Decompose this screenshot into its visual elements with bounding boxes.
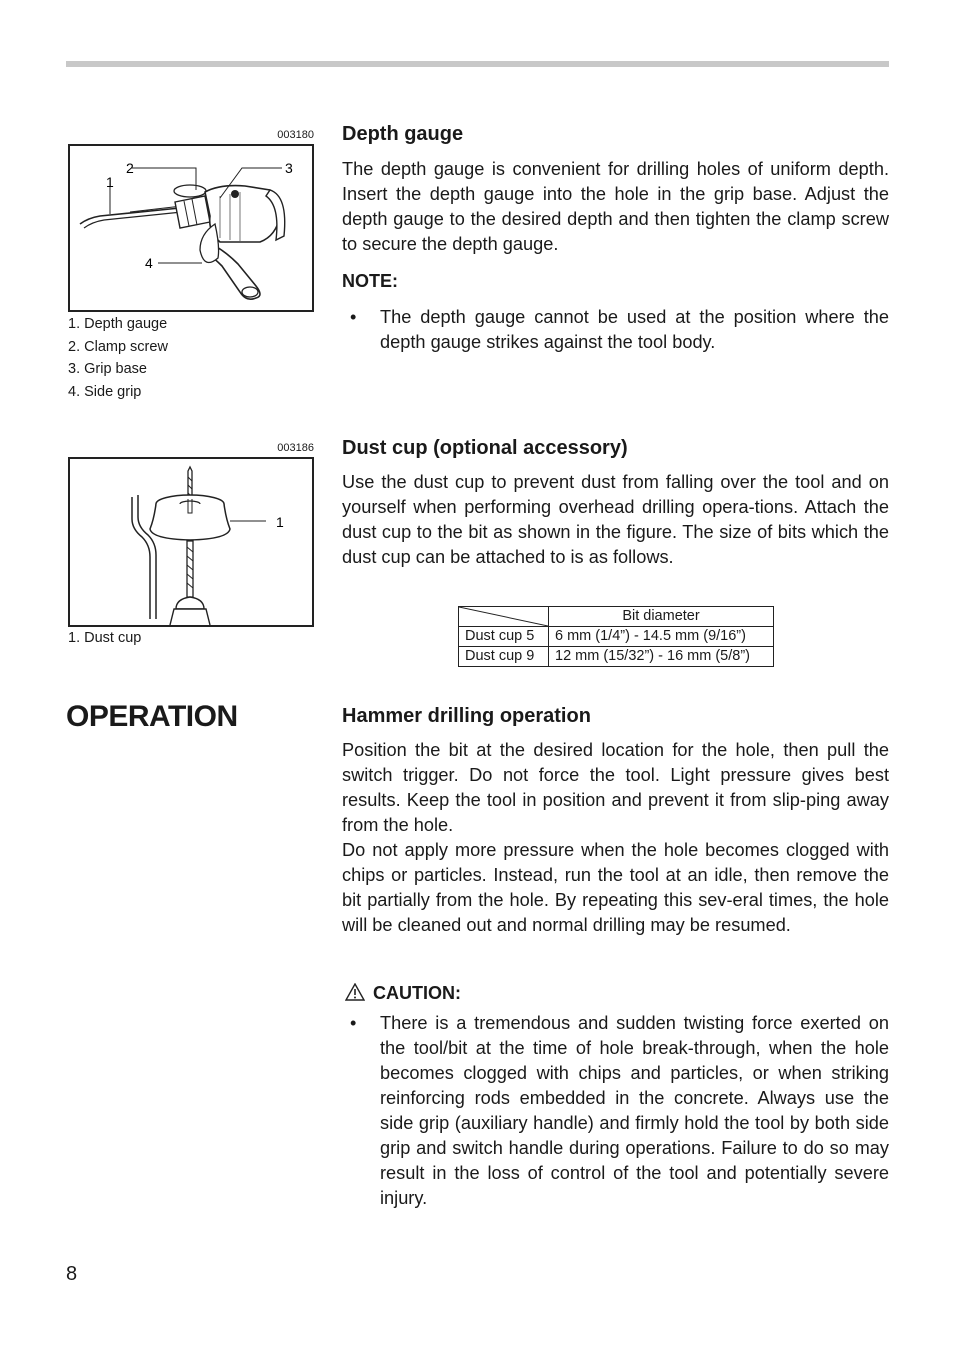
warning-triangle-icon (345, 983, 365, 1001)
callout-1: 1 (276, 514, 284, 530)
table-corner-cell (459, 607, 549, 627)
grip-base-ring (174, 185, 206, 197)
chapter-title: OPERATION (66, 700, 238, 733)
dust-cup-illustration (70, 459, 312, 625)
note-bullet (350, 305, 889, 355)
table-cell: 6 mm (1/4”) - 14.5 mm (9/16”) (549, 627, 774, 647)
section-body: Do not apply more pressure when the hole becomes clogged with chips or particles. Instead, run the tool at an idle, then remove the bit partially from the hole. By repeating this sev-eral times, the hole will be cleaned out and normal drilling may be resumed. (342, 840, 889, 935)
header-rule (66, 61, 889, 67)
section-heading: Hammer drilling operation (342, 705, 591, 727)
section-heading: Depth gauge (342, 123, 464, 145)
figure-legend (68, 313, 168, 403)
callout-4: 4 (145, 255, 153, 271)
figure-code: 003186 (277, 442, 314, 454)
table-row (459, 647, 774, 667)
callout-3: 3 (285, 160, 293, 176)
caution-heading (345, 983, 461, 1004)
legend-item: 1. Depth gauge (68, 316, 168, 332)
depth-gauge-illustration (70, 146, 312, 310)
figure-code: 003180 (277, 129, 314, 141)
depth-gauge-rod (80, 208, 180, 224)
bit-diameter-table (458, 606, 774, 667)
legend-item: 2. Clamp screw (68, 338, 168, 355)
caution-bullet (350, 1011, 889, 1211)
note-text: The depth gauge cannot be used at the position where the depth gauge strikes against the tool body. (380, 307, 889, 352)
figure-legend (68, 627, 141, 650)
section-body: Position the bit at the desired location for the hole, then pull the switch trigger. Do not force the tool. Light pressure gives best results. Keep the tool in position and prevent it from slip-ping away from the hole. (342, 740, 889, 835)
depth-gauge-figure (68, 144, 314, 312)
diagonal-line (459, 607, 548, 626)
table-cell: Dust cup 5 (459, 627, 549, 647)
caution-text: There is a tremendous and sudden twisting force exerted on the tool/bit at the time of hole break-through, when the hole becomes clogged with chips and particles, or when striking reinforcing rods embedded in the concrete. Always use the side grip (auxiliary handle) and firmly hold the tool by both side grip and switch handle during operations. Failure to do so may result in the loss of control of the tool and potentially severe injury. (380, 1013, 889, 1208)
legend-item: 4. Side grip (68, 383, 142, 400)
bullet-icon: • (350, 307, 357, 327)
note-label: NOTE: (342, 271, 398, 291)
section-body: The depth gauge is convenient for drilling holes of uniform depth. Insert the depth gauge into the hole in the grip base. Adjust the depth gauge to the desired depth and then tighten the clamp screw to secure the depth gauge. (342, 159, 889, 254)
bullet-icon: • (350, 1013, 357, 1033)
legend-item: 1. Dust cup (68, 630, 142, 646)
section-heading: Dust cup (optional accessory) (342, 437, 628, 459)
table-header-cell: Bit diameter (549, 607, 774, 627)
table-cell: Dust cup 9 (459, 647, 549, 667)
callout-1: 1 (106, 174, 114, 190)
section-body: Use the dust cup to prevent dust from falling over the tool and on yourself when performing overhead drilling opera-tions. Attach the dust cup to the bit as shown in the figure. The size of bits which the dust cup can be attached to is as follows. (342, 472, 889, 567)
page-number: 8 (66, 1263, 78, 1285)
caution-label: CAUTION: (373, 983, 461, 1003)
legend-item: 3. Grip base (68, 361, 147, 377)
table-header-row (459, 607, 774, 627)
callout-2: 2 (126, 160, 134, 176)
table-row (459, 627, 774, 647)
table-cell: 12 mm (15/32”) - 16 mm (5/8”) (549, 647, 774, 667)
dust-cup-figure (68, 457, 314, 627)
